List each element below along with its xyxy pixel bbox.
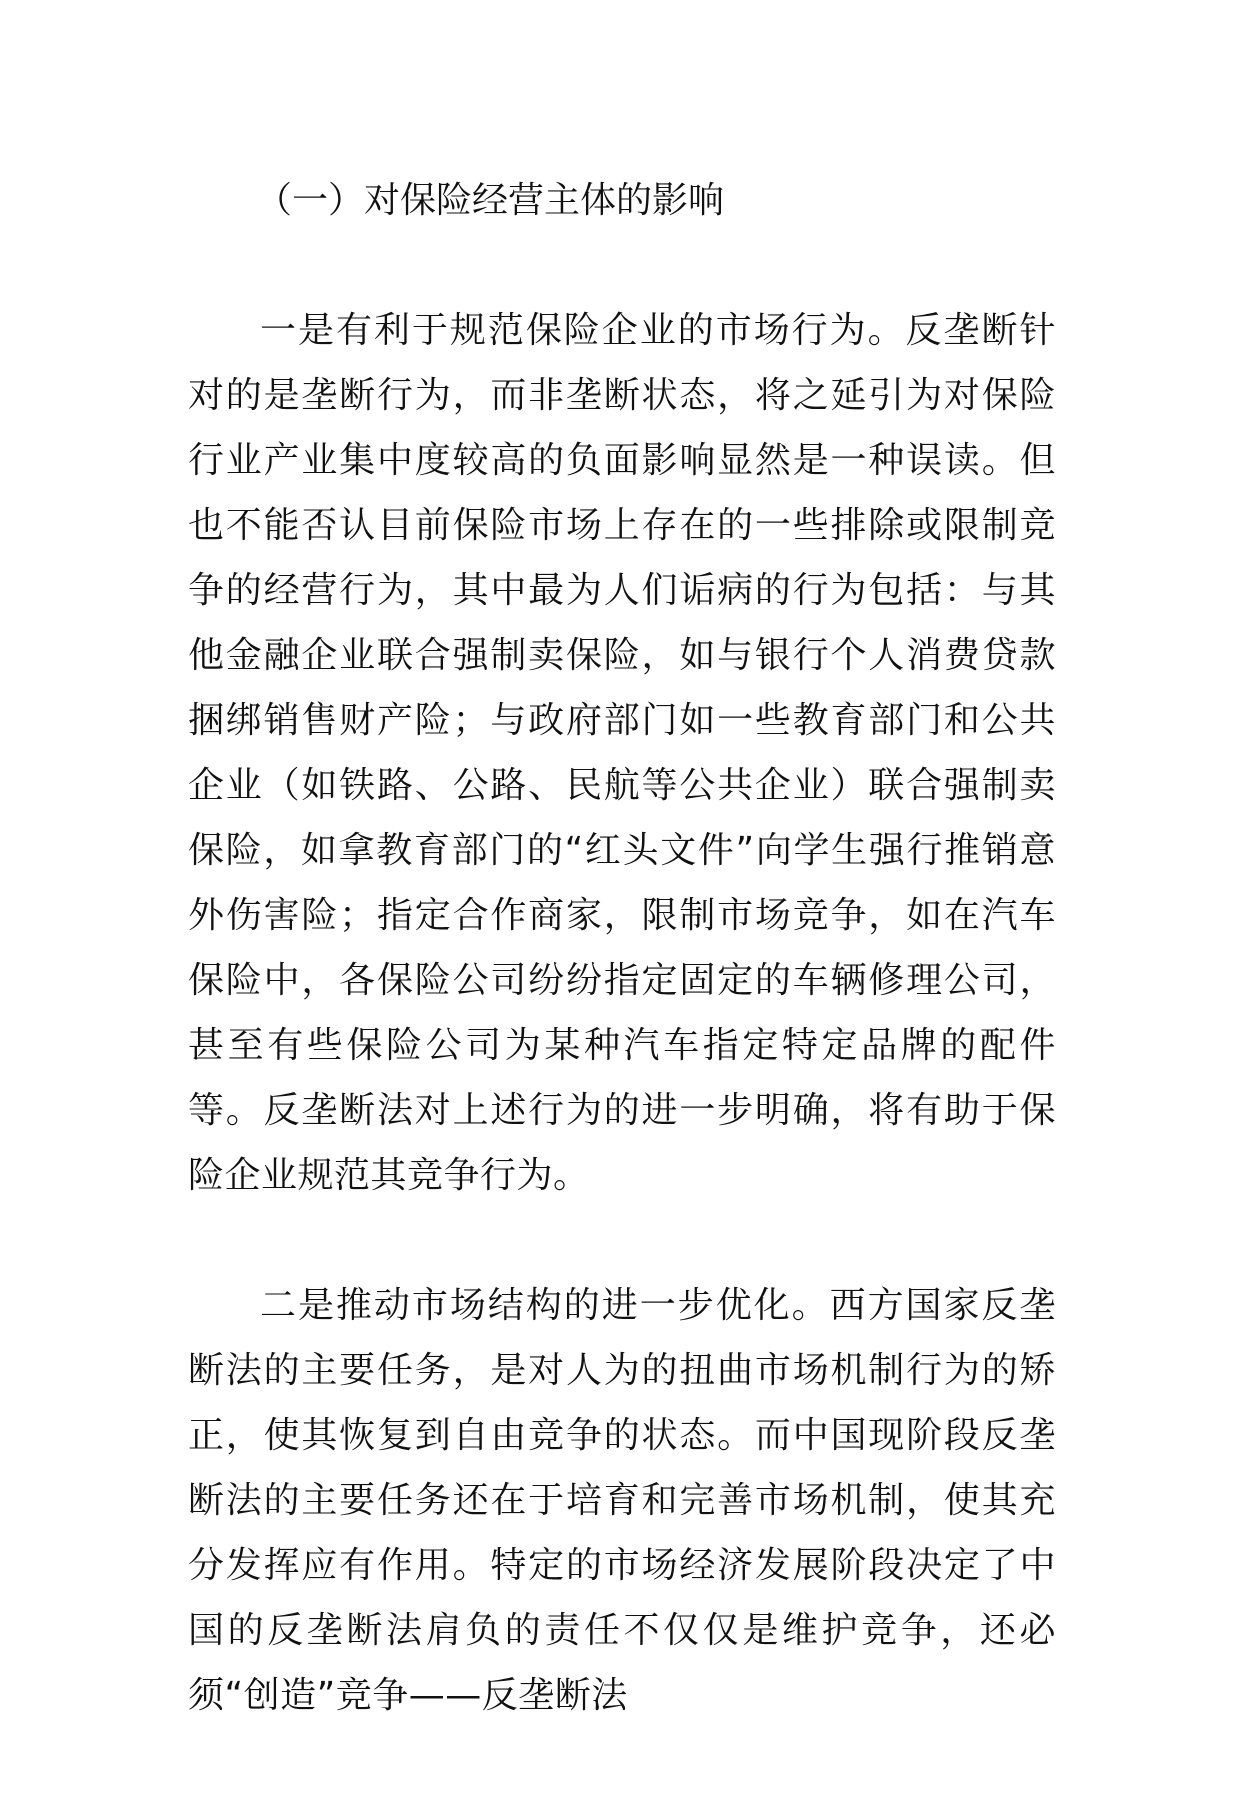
document-body — [188, 168, 1056, 1793]
paragraph-2: 二是推动市场结构的进一步优化。西方国家反垄断法的主要任务，是对人为的扭曲市场机制行为的矫正，使其恢复到自由竞争的状态。而中国现阶段反垄断法的主要任务还在于培育和完善市场机制，使其充分发挥应有作用。特定的市场经济发展阶段决定了中国的反垄断法肩负的责任不仅仅是维护竞争，还必须“创造”竞争——反垄断法 — [188, 1285, 1056, 1716]
section-heading: （一）对保险经营主体的影响 — [256, 180, 725, 221]
paragraph-1: 一是有利于规范保险企业的市场行为。反垄断针对的是垄断行为，而非垄断状态，将之延引为对保险行业产业集中度较高的负面影响显然是一种误读。但也不能否认目前保险市场上存在的一些排除或限制竞争的经营行为，其中最为人们诟病的行为包括：与其他金融企业联合强制卖保险，如与银行个人消费贷款捆绑销售财产险；与政府部门如一些教育部门和公共企业（如铁路、公路、民航等公共企业）联合强制卖保险，如拿教育部门的“红头文件”向学生强行推销意外伤害险；指定合作商家，限制市场竞争，如在汽车保险中，各保险公司纷纷指定固定的车辆修理公司，甚至有些保险公司为某种汽车指定特定品牌的配件等。反垄断法对上述行为的进一步明确，将有助于保险企业规范其竞争行为。 — [188, 310, 1056, 1196]
